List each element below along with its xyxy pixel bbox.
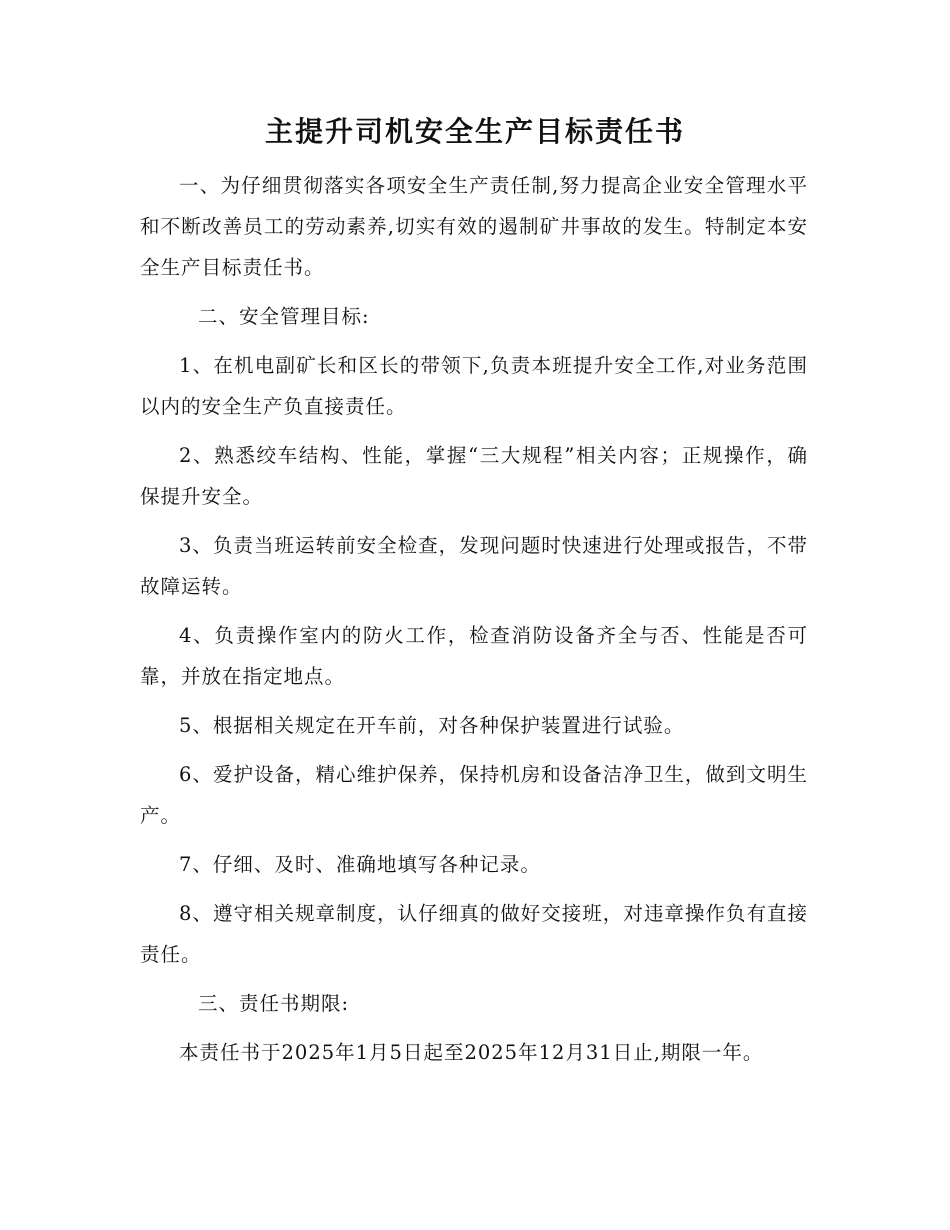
list-item: 5、根据相关规定在开车前，对各种保护装置进行试验。 xyxy=(179,714,685,737)
section-3-heading: 三、责任书期限: xyxy=(198,992,350,1015)
list-item: 2、熟悉绞车结构、性能，掌握“三大规程”相关内容；正规操作，确保提升安全。 xyxy=(140,444,808,508)
term-paragraph: 本责任书于2025年1月5日起至2025年12月31日止,期限一年。 xyxy=(179,1041,764,1064)
list-item: 6、爱护设备，精心维护保养，保持机房和设备洁净卫生，做到文明生产。 xyxy=(140,763,808,827)
document-title: 主提升司机安全生产目标责任书 xyxy=(264,115,685,148)
list-item: 1、在机电副矿长和区长的带领下,负责本班提升安全工作,对业务范围以内的安全生产负直接责任。 xyxy=(140,354,808,418)
list-item: 4、负责操作室内的防火工作，检查消防设备齐全与否、性能是否可靠，并放在指定地点。 xyxy=(140,624,808,688)
list-item: 3、负责当班运转前安全检查，发现问题时快速进行处理或报告，不带故障运转。 xyxy=(140,534,808,598)
section-2-heading: 二、安全管理目标: xyxy=(198,305,370,328)
list-item: 8、遵守相关规章制度，认仔细真的做好交接班，对违章操作负有直接责任。 xyxy=(140,902,808,966)
intro-paragraph: 一、为仔细贯彻落实各项安全生产责任制,努力提高企业安全管理水平和不断改善员工的劳动素养,切实有效的遏制矿井事故的发生。特制定本安全生产目标责任书。 xyxy=(140,174,808,279)
document-body xyxy=(140,165,808,1073)
list-item: 7、仔细、及时、准确地填写各种记录。 xyxy=(179,853,541,876)
